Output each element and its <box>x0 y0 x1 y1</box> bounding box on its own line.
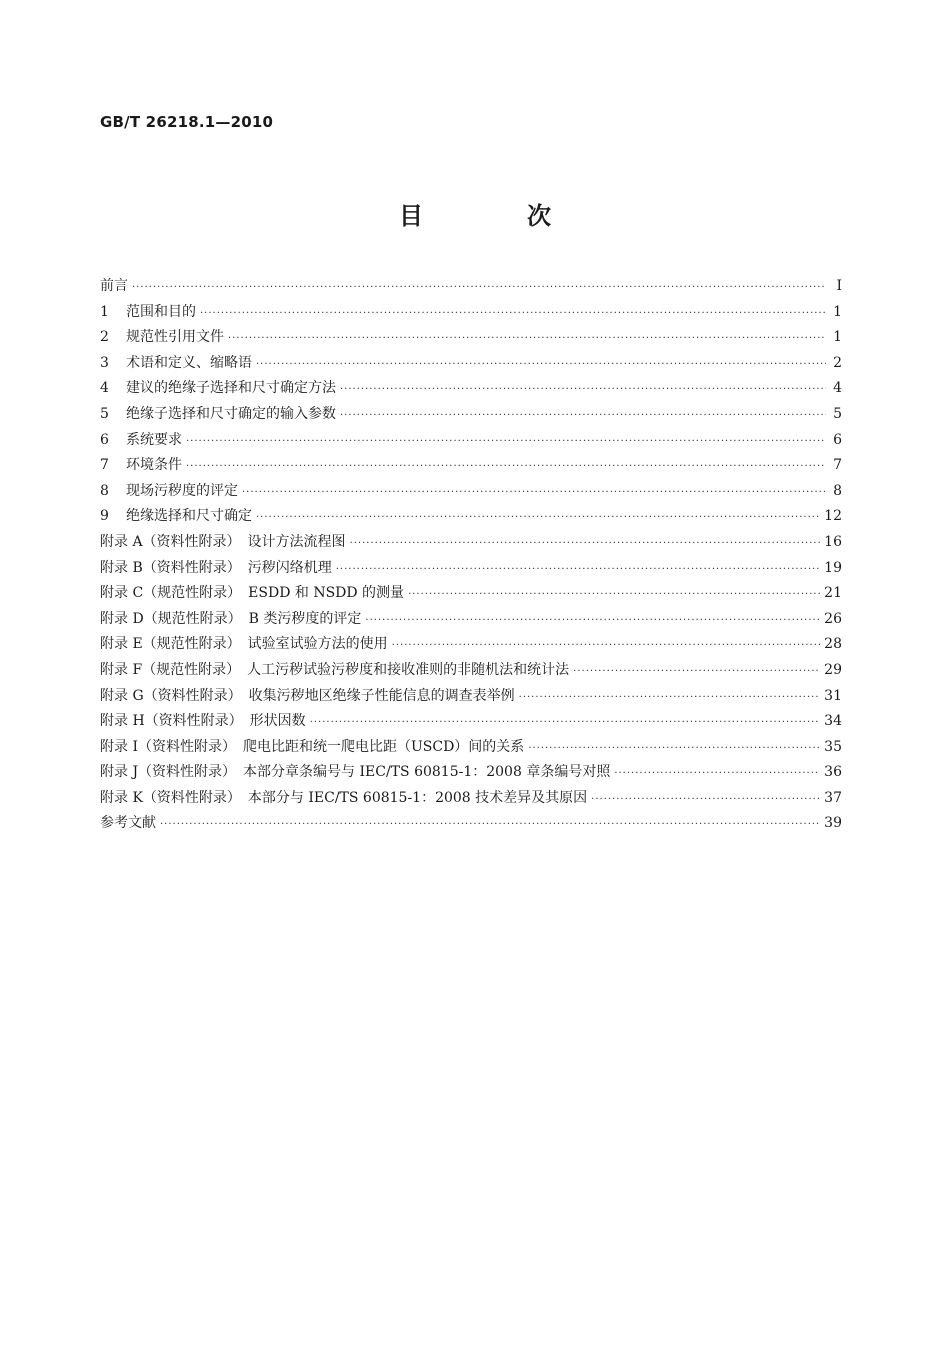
toc-entry[interactable] <box>100 607 842 633</box>
toc-entry-page: 35 <box>824 738 842 755</box>
toc-entry-number: 1 <box>100 303 109 320</box>
toc-entry-page: 7 <box>833 457 842 474</box>
toc-dot-leader <box>160 812 820 838</box>
toc-dot-leader <box>365 608 820 634</box>
toc-entry-page: 6 <box>833 431 842 448</box>
toc-entry-label: 附录 A（资料性附录） 设计方法流程图 <box>100 533 346 550</box>
toc-entry-label: 附录 B（资料性附录） 污秽闪络机理 <box>100 559 332 576</box>
toc-entry-label: 范围和目的 <box>126 303 196 320</box>
toc-entry-label: 附录 H（资料性附录） 形状因数 <box>100 713 306 730</box>
toc-dot-leader <box>200 301 826 327</box>
toc-entry[interactable] <box>100 402 842 428</box>
toc-entry-page: 16 <box>824 533 842 550</box>
toc-dot-leader <box>392 633 821 659</box>
toc-entry[interactable] <box>100 274 842 300</box>
toc-dot-leader <box>340 403 826 429</box>
toc-entry[interactable] <box>100 658 842 684</box>
toc-entry[interactable] <box>100 300 842 326</box>
toc-entry-label: 附录 I（资料性附录） 爬电比距和统一爬电比距（USCD）间的关系 <box>100 738 525 755</box>
toc-entry[interactable] <box>100 760 842 786</box>
toc-entry-number: 5 <box>100 405 109 422</box>
toc-entry-page: 5 <box>833 405 842 422</box>
toc-entry-number: 2 <box>100 329 109 346</box>
toc-entry-label: 现场污秽度的评定 <box>126 482 238 499</box>
toc-entry-page: 1 <box>833 329 842 346</box>
toc-dot-leader <box>350 531 821 557</box>
toc-entry-page: Ⅰ <box>836 278 842 294</box>
toc-entry[interactable] <box>100 735 842 761</box>
toc-entry[interactable] <box>100 556 842 582</box>
toc-entry-page: 36 <box>824 764 842 781</box>
toc-entry[interactable] <box>100 581 842 607</box>
toc-entry-label: 附录 E（规范性附录） 试验室试验方法的使用 <box>100 636 388 653</box>
toc-entry[interactable] <box>100 811 842 837</box>
toc-entry-number: 3 <box>100 354 109 371</box>
toc-entry[interactable] <box>100 786 842 812</box>
toc-entry-label: 附录 F（规范性附录） 人工污秽试验污秽度和接收准则的非随机法和统计法 <box>100 661 570 678</box>
toc-dot-leader <box>408 582 820 608</box>
toc-entry[interactable] <box>100 351 842 377</box>
toc-entry[interactable] <box>100 709 842 735</box>
toc-entry-label: 绝缘选择和尺寸确定 <box>126 508 252 525</box>
toc-dot-leader <box>519 685 821 711</box>
toc-entry-label: 系统要求 <box>126 431 182 448</box>
page-title: 目 次 <box>399 202 591 230</box>
toc-entry-label: 环境条件 <box>126 457 182 474</box>
toc-entry-number: 6 <box>100 431 109 448</box>
toc-dot-leader <box>573 659 820 685</box>
table-of-contents <box>100 274 842 837</box>
toc-dot-leader <box>310 710 821 736</box>
toc-dot-leader <box>336 557 820 583</box>
toc-dot-leader <box>256 352 826 378</box>
toc-entry-label: 前言 <box>100 278 128 294</box>
toc-entry-number: 9 <box>100 508 109 525</box>
toc-entry-page: 12 <box>824 508 842 525</box>
toc-entry[interactable] <box>100 530 842 556</box>
toc-entry[interactable] <box>100 376 842 402</box>
toc-entry-page: 39 <box>824 815 842 832</box>
toc-entry-page: 31 <box>824 687 842 704</box>
toc-entry-label: 术语和定义、缩略语 <box>126 354 252 371</box>
toc-entry-page: 34 <box>824 713 842 730</box>
toc-dot-leader <box>186 454 826 480</box>
toc-entry-page: 19 <box>824 559 842 576</box>
toc-entry-page: 1 <box>833 303 842 320</box>
toc-entry-page: 8 <box>833 482 842 499</box>
toc-entry-page: 21 <box>824 585 842 602</box>
toc-entry-number: 4 <box>100 380 109 397</box>
toc-entry-label: 附录 C（规范性附录） ESDD 和 NSDD 的测量 <box>100 585 405 602</box>
toc-entry-number: 8 <box>100 482 109 499</box>
toc-dot-leader <box>228 326 826 352</box>
toc-dot-leader <box>528 736 820 762</box>
toc-dot-leader <box>591 787 820 813</box>
toc-entry[interactable] <box>100 684 842 710</box>
toc-entry-label: 参考文献 <box>100 815 156 832</box>
toc-entry[interactable] <box>100 504 842 530</box>
toc-dot-leader <box>242 480 826 506</box>
toc-dot-leader <box>256 505 820 531</box>
toc-entry-page: 4 <box>833 380 842 397</box>
toc-entry-label: 规范性引用文件 <box>126 329 224 346</box>
toc-entry-page: 2 <box>833 354 842 371</box>
toc-entry-label: 附录 G（资料性附录） 收集污秽地区绝缘子性能信息的调查表举例 <box>100 687 515 704</box>
toc-entry-label: 附录 D（规范性附录） B 类污秽度的评定 <box>100 610 362 627</box>
toc-entry-page: 37 <box>824 789 842 806</box>
toc-entry[interactable] <box>100 428 842 454</box>
toc-entry-page: 28 <box>824 636 842 653</box>
toc-dot-leader <box>132 275 826 301</box>
toc-entry[interactable] <box>100 479 842 505</box>
toc-entry[interactable] <box>100 453 842 479</box>
toc-entry[interactable] <box>100 325 842 351</box>
toc-dot-leader <box>614 761 820 787</box>
toc-entry-page: 26 <box>824 610 842 627</box>
toc-dot-leader <box>340 377 826 403</box>
standard-number: GB/T 26218.1—2010 <box>100 113 274 131</box>
toc-entry-label: 附录 K（资料性附录） 本部分与 IEC/TS 60815-1：2008 技术差异及其原因 <box>100 789 588 806</box>
toc-entry-number: 7 <box>100 457 109 474</box>
toc-entry-label: 建议的绝缘子选择和尺寸确定方法 <box>126 380 336 397</box>
toc-entry-label: 绝缘子选择和尺寸确定的输入参数 <box>126 405 336 422</box>
toc-dot-leader <box>186 429 826 455</box>
toc-entry[interactable] <box>100 632 842 658</box>
toc-entry-page: 29 <box>824 661 842 678</box>
toc-entry-label: 附录 J（资料性附录） 本部分章条编号与 IEC/TS 60815-1：2008 章条编号对照 <box>100 764 611 781</box>
